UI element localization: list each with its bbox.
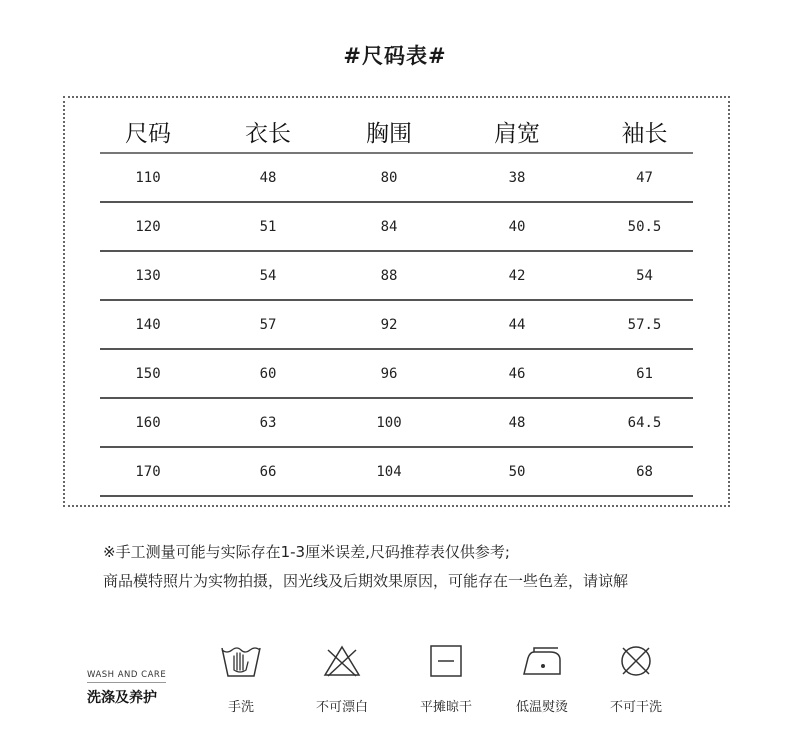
table-cell: 170 xyxy=(135,463,161,480)
table-header xyxy=(100,110,693,154)
table-cell: 150 xyxy=(135,365,161,382)
wash-care-label xyxy=(87,662,187,707)
low-iron-icon xyxy=(520,642,564,680)
table-cell: 60 xyxy=(259,365,277,382)
size-table xyxy=(100,110,693,497)
table-cell: 64.5 xyxy=(627,414,662,431)
care-item-dry-flat xyxy=(396,642,496,715)
table-cell: 40 xyxy=(508,218,526,235)
table-row xyxy=(100,203,693,252)
table-row xyxy=(100,154,693,203)
table-cell: 68 xyxy=(636,463,653,480)
care-label-low-iron: 低温熨烫 xyxy=(515,700,568,715)
color-note: 商品模特照片为实物拍摄，因光线及后期效果原因，可能存在一些色差，请谅解 xyxy=(103,572,629,590)
care-label-hand-wash: 手洗 xyxy=(227,700,254,715)
table-cell: 120 xyxy=(135,218,161,235)
table-cell: 100 xyxy=(376,414,402,431)
table-cell: 80 xyxy=(380,169,398,186)
table-row xyxy=(100,399,693,448)
table-cell: 57.5 xyxy=(627,316,662,333)
table-row xyxy=(100,252,693,301)
table-row xyxy=(100,448,693,497)
care-item-hand-wash xyxy=(191,642,291,715)
no-bleach-icon xyxy=(320,642,364,680)
care-label-no-bleach: 不可漂白 xyxy=(315,700,368,715)
wash-care-label-zh: 洗涤及养护 xyxy=(87,690,157,706)
header-sleeve: 袖长 xyxy=(621,120,668,147)
table-cell: 140 xyxy=(135,316,161,333)
care-item-no-bleach xyxy=(292,642,392,715)
table-cell: 104 xyxy=(376,463,402,480)
care-label-dry-flat: 平摊晾干 xyxy=(419,700,472,715)
table-cell: 130 xyxy=(135,267,161,284)
table-cell: 54 xyxy=(636,267,653,284)
header-length: 衣长 xyxy=(245,120,291,147)
table-cell: 92 xyxy=(380,316,398,333)
table-cell: 51 xyxy=(259,218,277,235)
table-cell: 63 xyxy=(259,414,277,431)
table-cell: 88 xyxy=(380,267,398,284)
header-shoulder: 肩宽 xyxy=(494,120,540,147)
page-title: #尺码表# xyxy=(343,44,447,68)
table-cell: 46 xyxy=(508,365,526,382)
header-chest: 胸围 xyxy=(366,120,412,147)
table-cell: 48 xyxy=(508,414,526,431)
table-cell: 57 xyxy=(259,316,277,333)
table-cell: 42 xyxy=(508,267,526,284)
hand-wash-icon xyxy=(219,642,263,680)
table-row xyxy=(100,350,693,399)
table-cell: 61 xyxy=(636,365,653,382)
table-cell: 47 xyxy=(636,169,653,186)
table-cell: 84 xyxy=(380,218,398,235)
no-dry-clean-icon xyxy=(614,642,658,680)
table-cell: 38 xyxy=(508,169,526,186)
table-cell: 66 xyxy=(259,463,277,480)
care-item-no-dry-clean xyxy=(586,642,686,715)
table-cell: 54 xyxy=(259,267,277,284)
care-label-no-dry-clean: 不可干洗 xyxy=(609,700,662,715)
table-cell: 48 xyxy=(259,169,277,186)
care-item-low-iron xyxy=(492,642,592,715)
wash-care-label-en: WASH AND CARE xyxy=(87,670,166,683)
table-cell: 44 xyxy=(508,316,526,333)
table-cell: 160 xyxy=(135,414,161,431)
table-cell: 50.5 xyxy=(627,218,662,235)
table-cell: 96 xyxy=(380,365,398,382)
table-row xyxy=(100,301,693,350)
table-cell: 50 xyxy=(508,463,526,480)
table-cell: 110 xyxy=(135,169,161,186)
measurement-note: ※手工测量可能与实际存在1-3厘米误差,尺码推荐表仅供参考; xyxy=(103,543,510,561)
header-size: 尺码 xyxy=(125,120,171,147)
dry-flat-icon xyxy=(424,642,468,680)
